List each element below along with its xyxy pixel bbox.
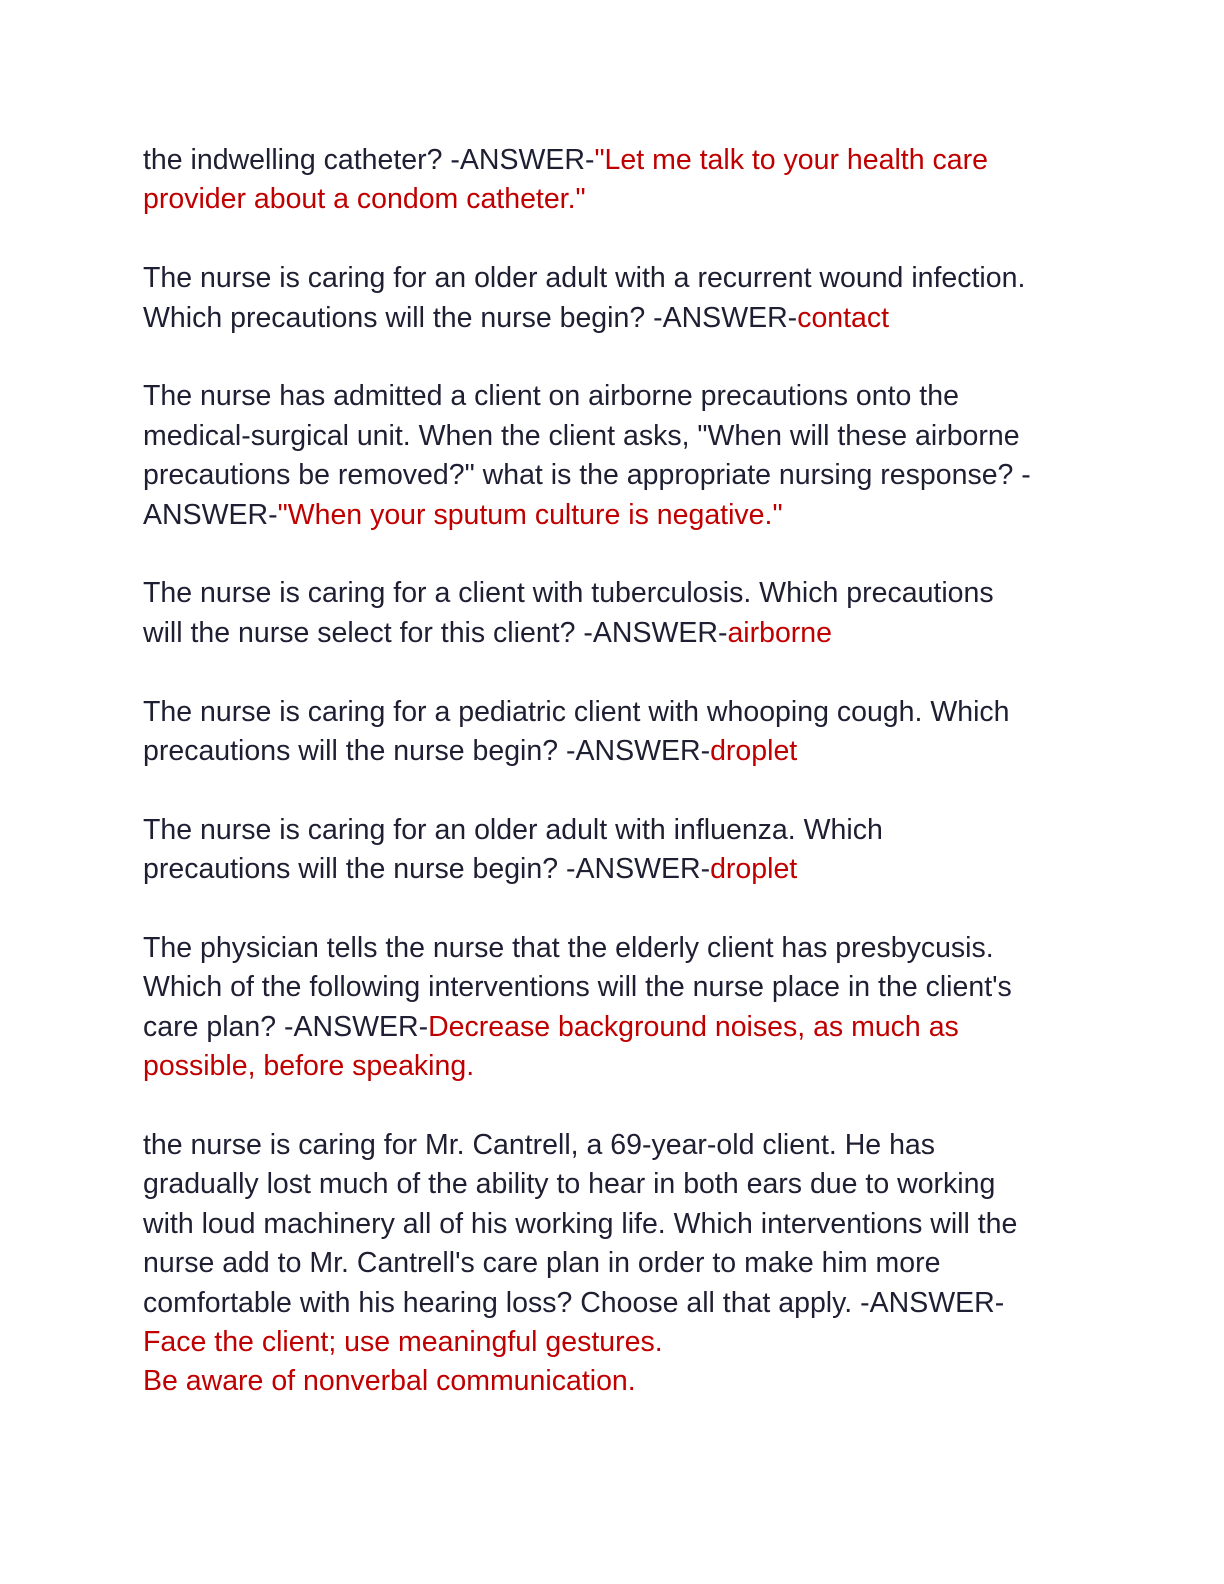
question-text: Which of the following interventions will the nurse place in the client's bbox=[143, 971, 1012, 1004]
text-line bbox=[143, 417, 1093, 456]
paragraph-spacer bbox=[143, 1087, 1093, 1126]
text-line bbox=[143, 299, 1093, 338]
question-text: The nurse is caring for an older adult with a recurrent wound infection. bbox=[143, 262, 1026, 295]
qa-item bbox=[143, 1126, 1093, 1402]
question-text: with loud machinery all of his working life. Which interventions will the bbox=[143, 1207, 1018, 1240]
question-text: comfortable with his hearing loss? Choose all that apply. -ANSWER- bbox=[143, 1286, 1005, 1319]
answer-text: Decrease background noises, as much as bbox=[428, 1010, 959, 1043]
answer-text: provider about a condom catheter." bbox=[143, 183, 586, 216]
text-line bbox=[143, 456, 1093, 495]
question-text: care plan? -ANSWER- bbox=[143, 1010, 429, 1043]
text-line bbox=[143, 1047, 1093, 1086]
text-line bbox=[143, 850, 1093, 889]
text-line bbox=[143, 377, 1093, 416]
text-line bbox=[143, 259, 1093, 298]
qa-item bbox=[143, 693, 1093, 772]
qa-item bbox=[143, 259, 1093, 338]
text-line bbox=[143, 1362, 1093, 1401]
qa-item bbox=[143, 377, 1093, 535]
text-line bbox=[143, 1284, 1093, 1323]
qa-item bbox=[143, 929, 1093, 1087]
answer-text: Face the client; use meaningful gestures. bbox=[143, 1326, 663, 1359]
answer-text: possible, before speaking. bbox=[143, 1050, 475, 1083]
text-line bbox=[143, 1165, 1093, 1204]
question-text: Which precautions will the nurse begin? -ANSWER- bbox=[143, 301, 798, 334]
qa-item bbox=[143, 811, 1093, 890]
text-line bbox=[143, 1126, 1093, 1165]
question-text: The nurse is caring for an older adult with influenza. Which bbox=[143, 813, 883, 846]
question-text: ANSWER- bbox=[143, 498, 278, 531]
question-text: precautions will the nurse begin? -ANSWER- bbox=[143, 735, 711, 768]
text-line bbox=[143, 732, 1093, 771]
question-text: The nurse is caring for a client with tuberculosis. Which precautions bbox=[143, 577, 994, 610]
text-line bbox=[143, 811, 1093, 850]
question-text: precautions be removed?" what is the appropriate nursing response? - bbox=[143, 459, 1031, 492]
answer-text: "When your sputum culture is negative." bbox=[277, 498, 783, 531]
text-line bbox=[143, 496, 1093, 535]
question-text: The nurse has admitted a client on airborne precautions onto the bbox=[143, 380, 959, 413]
text-line bbox=[143, 1205, 1093, 1244]
text-line bbox=[143, 141, 1093, 180]
text-line bbox=[143, 1244, 1093, 1283]
answer-text: droplet bbox=[710, 853, 798, 886]
text-line bbox=[143, 929, 1093, 968]
paragraph-spacer bbox=[143, 653, 1093, 692]
text-line bbox=[143, 574, 1093, 613]
paragraph-spacer bbox=[143, 771, 1093, 810]
qa-item bbox=[143, 574, 1093, 653]
document-page bbox=[143, 141, 1093, 1402]
text-line bbox=[143, 614, 1093, 653]
question-text: medical-surgical unit. When the client asks, "When will these airborne bbox=[143, 419, 1020, 452]
text-line bbox=[143, 968, 1093, 1007]
text-line bbox=[143, 180, 1093, 219]
text-line bbox=[143, 1008, 1093, 1047]
question-text: The physician tells the nurse that the elderly client has presbycusis. bbox=[143, 932, 994, 965]
question-text: the indwelling catheter? -ANSWER- bbox=[143, 144, 595, 176]
question-text: nurse add to Mr. Cantrell's care plan in order to make him more bbox=[143, 1247, 941, 1280]
paragraph-spacer bbox=[143, 535, 1093, 574]
paragraph-spacer bbox=[143, 890, 1093, 929]
answer-text: "Let me talk to your health care bbox=[594, 144, 988, 176]
answer-text: airborne bbox=[727, 616, 833, 649]
answer-text: Be aware of nonverbal communication. bbox=[143, 1365, 636, 1398]
paragraph-spacer bbox=[143, 220, 1093, 259]
answer-text: contact bbox=[797, 301, 890, 334]
question-text: will the nurse select for this client? -ANSWER- bbox=[143, 616, 728, 649]
text-line bbox=[143, 693, 1093, 732]
question-text: the nurse is caring for Mr. Cantrell, a 69-year-old client. He has bbox=[143, 1129, 936, 1162]
qa-item bbox=[143, 141, 1093, 220]
answer-text: droplet bbox=[710, 735, 798, 768]
text-line bbox=[143, 1323, 1093, 1362]
question-text: gradually lost much of the ability to hear in both ears due to working bbox=[143, 1168, 996, 1201]
question-text: precautions will the nurse begin? -ANSWER- bbox=[143, 853, 711, 886]
question-text: The nurse is caring for a pediatric client with whooping cough. Which bbox=[143, 695, 1010, 728]
paragraph-spacer bbox=[143, 338, 1093, 377]
